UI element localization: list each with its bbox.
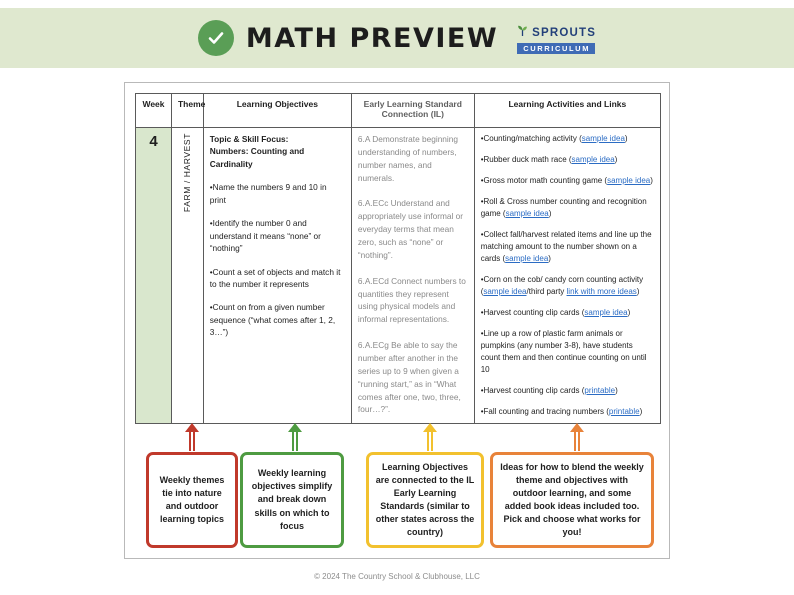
cell-activities [474,128,660,424]
activity-link[interactable]: sample idea [581,134,625,143]
activity-link[interactable]: sample idea [505,254,549,263]
brand-name: SPROUTS [532,27,597,39]
activity-text-end: ) [639,407,643,416]
activity-text: •Corn on the cob/ candy corn counting activity ( [480,275,644,296]
activity-text: •Counting/matching activity ( [480,134,582,143]
objective-bullet: •Name the numbers 9 and 10 in print [209,182,327,205]
brand-top-row [516,24,596,42]
column-header-theme: Theme [171,94,203,128]
activity-item [481,307,654,319]
activity-text: •Harvest counting clip cards ( [480,386,585,395]
activity-text-end: ) [624,134,628,143]
activity-link[interactable]: printable [584,386,616,395]
callout-weekly-themes: Weekly themes tie into nature and outdoor learning topics [146,452,238,548]
activity-text: •Fall counting and tracing numbers ( [480,407,609,416]
activity-text-end: ) [650,176,653,185]
arrow-to-activities-callout [570,423,584,453]
activity-text-end: ) [548,209,552,218]
arrow-shaft [189,429,195,451]
activity-link[interactable]: sample idea [483,287,527,296]
activity-item [481,229,654,265]
header-banner-content [198,20,596,56]
activity-text: •Roll & Cross number counting and recognition game ( [480,197,647,218]
activity-item [481,385,654,397]
brand-logo [516,24,596,54]
column-header-activities: Learning Activities and Links [474,94,660,128]
objective-bullet: •Identify the number 0 and understand it means “none” or “nothing” [209,218,321,254]
activity-text-end: ) [636,287,640,296]
activity-item [481,274,654,298]
callout-standards: Learning Objectives are connected to the IL Early Learning Standards (similar to other states across the country) [366,452,484,548]
objectives-heading-line-3: Cardinality [209,158,253,169]
activity-link[interactable]: sample idea [607,176,651,185]
activity-text: •Rubber duck math race ( [480,155,572,164]
sprout-leaf-icon [516,24,529,42]
cell-week: 4 [136,128,172,424]
standard-paragraph: 6.A.ECd Connect numbers to quantities they represent using physical models and informal representations. [357,275,466,325]
arrow-to-standards-callout [423,423,437,453]
activity-item [481,328,654,376]
footer-copyright: © 2024 The Country School & Clubhouse, LLC [314,572,480,581]
table-row [136,128,661,424]
cell-theme [171,128,203,424]
activity-text: •Harvest counting clip cards ( [480,308,585,317]
standard-paragraph: 6.A Demonstrate beginning understanding of numbers, number names, and numerals. [357,134,458,183]
activity-text-end: ) [548,254,551,263]
activity-text-end: ) [615,386,618,395]
activity-item [481,133,654,145]
table-header [136,94,661,128]
activity-text: •Collect fall/harvest related items and line up the matching amount to the number shown on a cards ( [480,230,652,263]
activity-link[interactable]: sample idea [505,209,549,218]
activity-text: •Line up a row of plastic farm animals or pumpkins (any number 3-8), have students count them and then continue counting on until 10 [480,329,647,374]
arrow-shaft [427,429,433,451]
objective-bullet: •Count a set of objects and match it to the number it represents [209,266,341,289]
column-header-objectives: Learning Objectives [203,94,351,128]
column-header-standards: Early Learning Standard Connection (IL) [351,94,474,128]
callout-learning-objectives: Weekly learning objectives simplify and break down skills on which to focus [240,452,344,548]
curriculum-table [135,93,661,424]
arrow-shaft [574,429,580,451]
table-body [136,128,661,424]
cell-standards [351,128,474,424]
activity-item [481,175,654,187]
activity-text-mid: /third party [526,287,567,296]
standard-paragraph: 6.A.ECc Understand and appropriately use informal or everyday terms that mean zero, such as “none” or “nothing”. [357,198,464,260]
page-title: MATH PREVIEW [245,22,499,54]
activity-link-secondary[interactable]: link with more ideas [566,287,637,296]
header-banner [0,8,794,68]
objectives-heading [210,133,345,170]
brand-subtitle: CURRICULUM [517,43,595,54]
table-header-row [136,94,661,128]
activity-link[interactable]: sample idea [571,155,615,164]
check-circle-icon [198,20,234,56]
theme-label: FARM / HARVEST [182,133,193,213]
objectives-heading-line-1: Topic & Skill Focus: [209,134,289,144]
objectives-heading-line-2: Numbers: Counting and [209,146,305,157]
callout-activities: Ideas for how to blend the weekly theme and objectives with outdoor learning, and some added book ideas included too. Pick and choose what works for you! [490,452,654,548]
column-header-week: Week [136,94,172,128]
arrow-to-theme-callout [185,423,199,453]
activity-link[interactable]: printable [608,407,640,416]
activity-item [481,196,654,220]
activity-text: •Gross motor math counting game ( [480,176,608,185]
activity-item [481,154,654,166]
activity-text-end: ) [627,308,631,317]
cell-objectives [203,128,351,424]
standard-paragraph: 6.A.ECg Be able to say the number after another in the series up to 9 when given a “running start,” as in “What comes after one, two, three, four…?”. [357,340,461,415]
objective-bullet: •Count on from a given number sequence (“what comes after 1, 2, 3…”) [209,302,336,338]
activity-text-end: ) [614,155,618,164]
activity-item [481,406,654,418]
arrow-shaft [292,429,298,451]
arrow-to-objectives-callout [288,423,302,453]
activity-link[interactable]: sample idea [584,308,628,317]
